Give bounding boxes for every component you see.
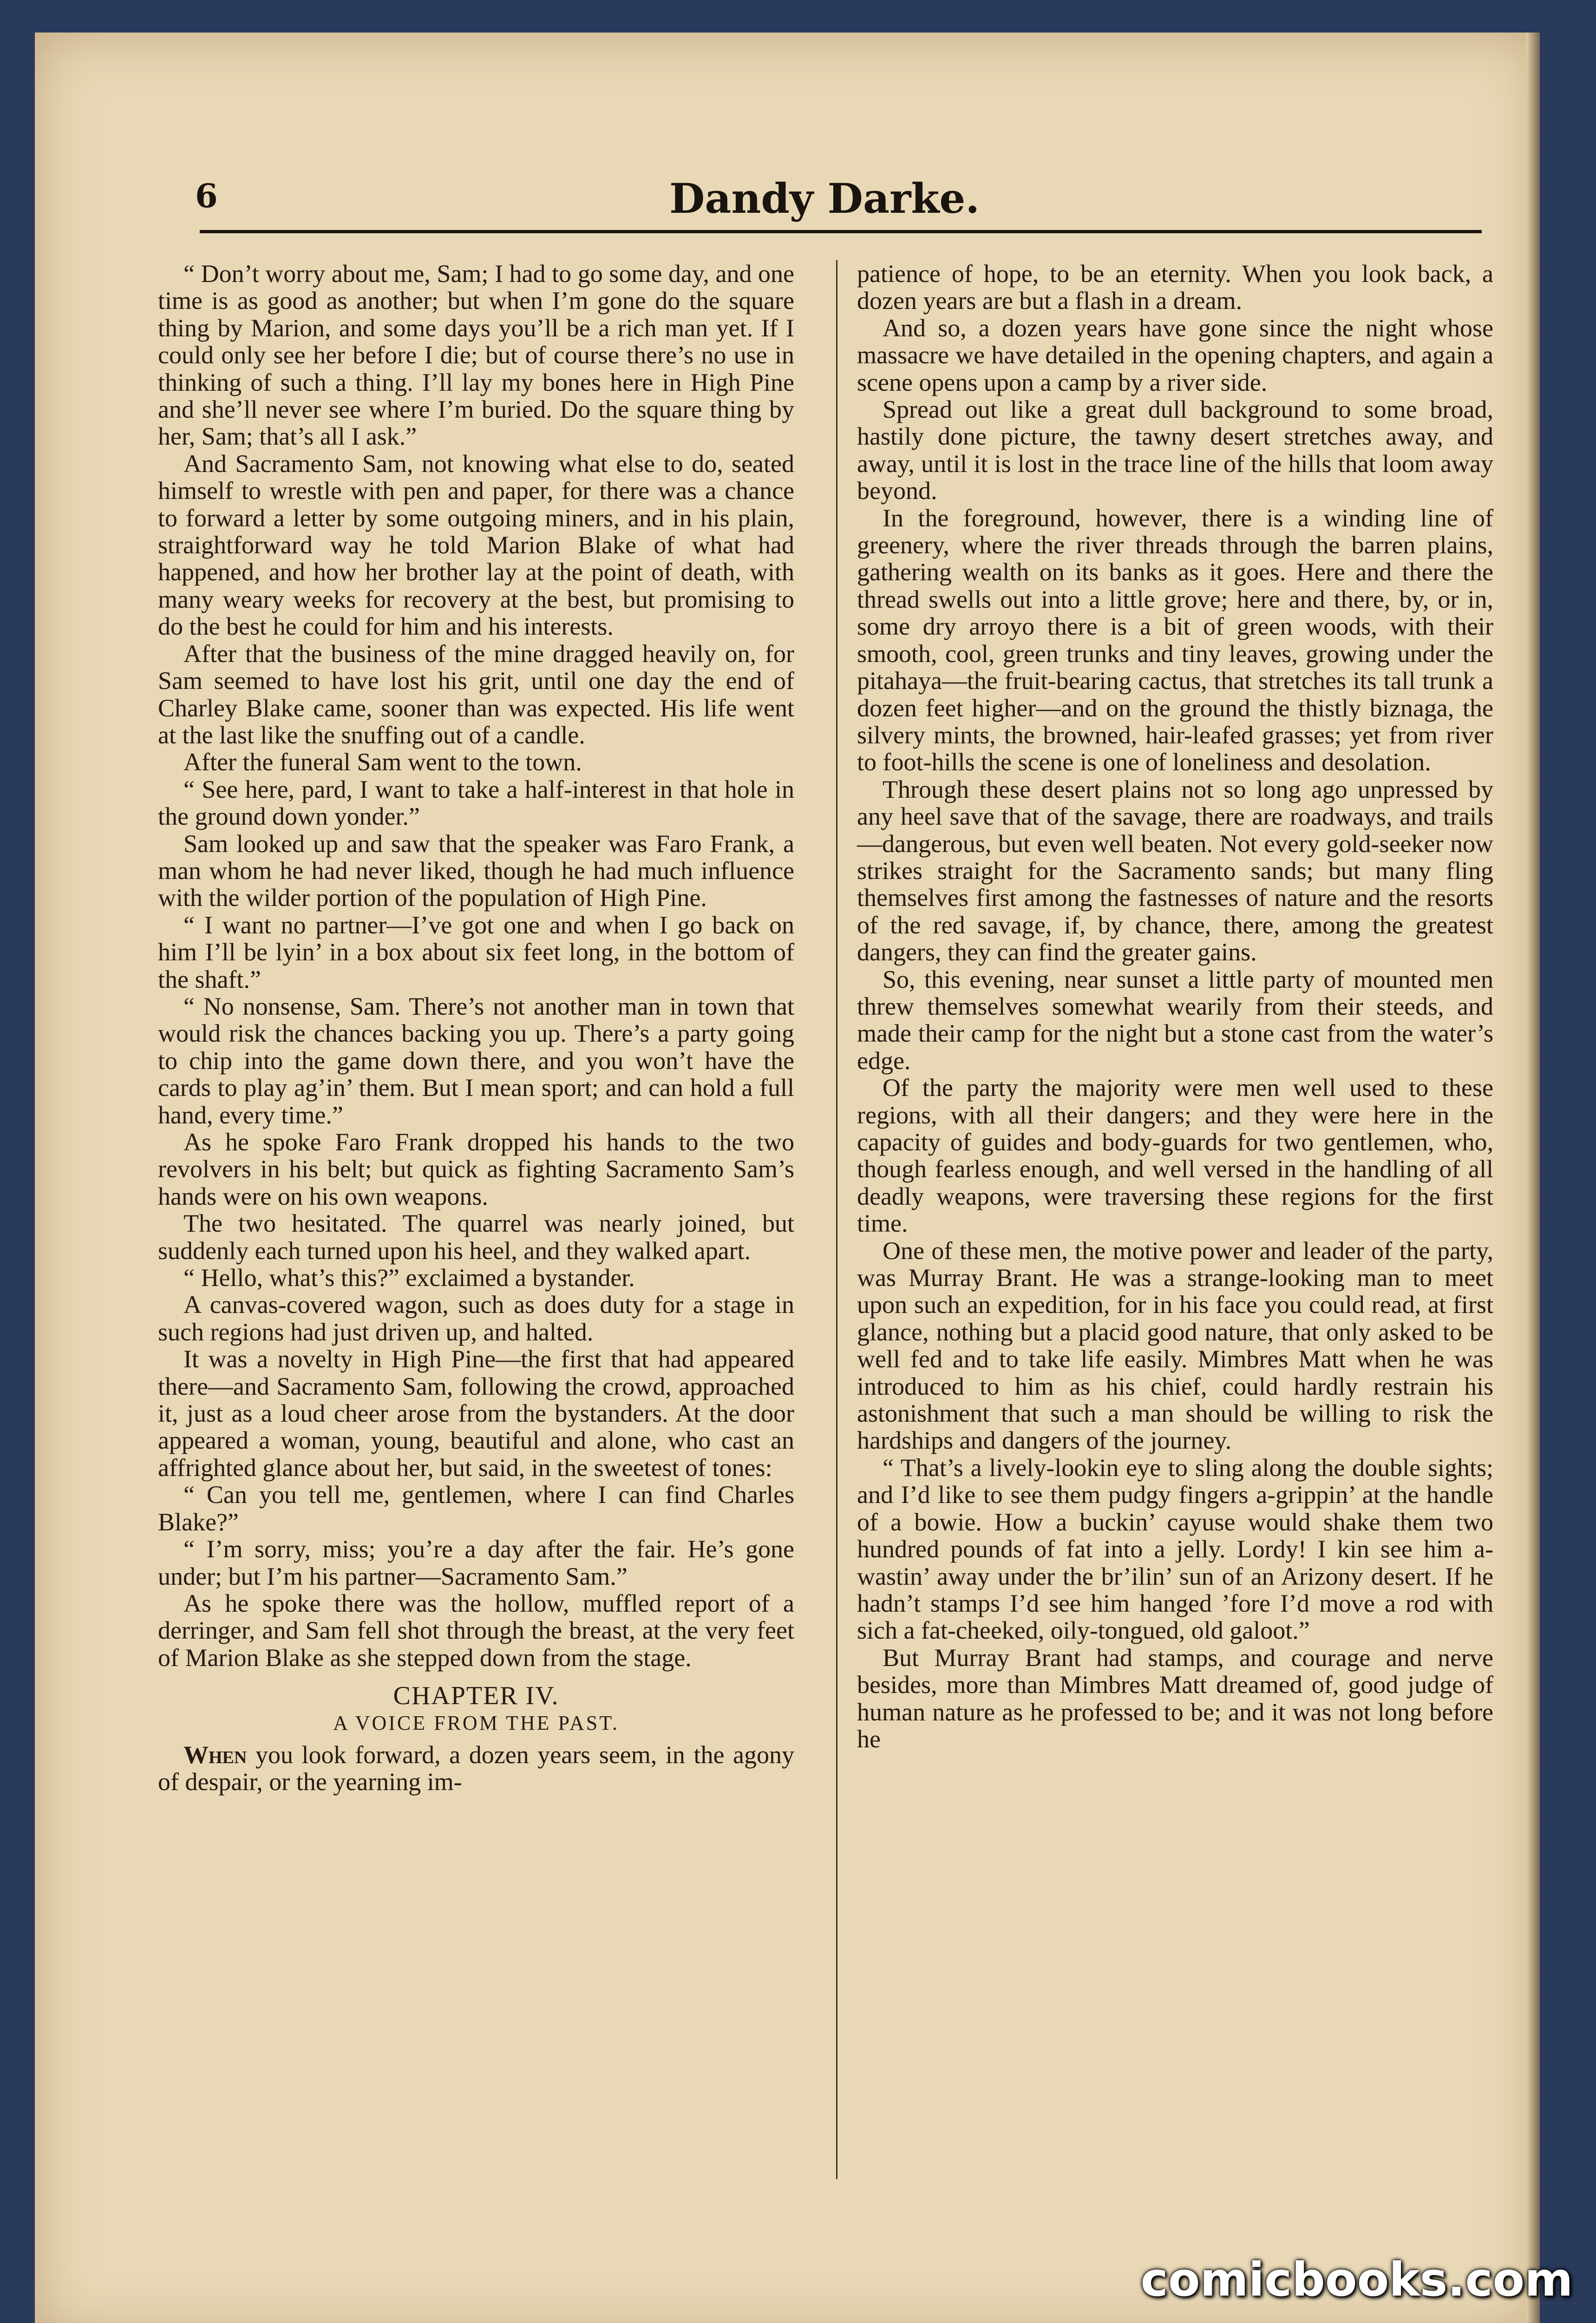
paragraph: patience of hope, to be an eternity. When you look back, a dozen years are but a flash in a dream. (857, 260, 1493, 315)
paragraph: A canvas-covered wagon, such as does duty for a stage in such regions had just driven up, and halted. (158, 1291, 794, 1346)
paragraph: Of the party the majority were men well used to these regions, with all their dangers; and they were here in the capacity of guides and body-guards for two gentlemen, who, though fearless enough, and well versed in the handling of all deadly weapons, were traversing these regions for the first time. (857, 1074, 1493, 1238)
page-fold-shadow (1526, 33, 1540, 2323)
paragraph: As he spoke Faro Frank dropped his hands to the two revolvers in his belt; but quick as fighting Sacramento Sam’s hands were on his own weapons. (158, 1128, 794, 1210)
right-paragraphs (857, 260, 1493, 1752)
paragraph: And so, a dozen years have gone since the night whose massacre we have detailed in the opening chapters, and again a scene opens upon a camp by a river side. (857, 314, 1493, 396)
paragraph: And Sacramento Sam, not knowing what else to do, seated himself to wrestle with pen and paper, for there was a chance to forward a letter by some outgoing miners, and in his plain, straightforward way he told Marion Blake of what had happened, and how her brother lay at the point of death, with many weary weeks for recovery at the best, but promising to do the best he could for him and his interests. (158, 449, 794, 641)
column-rule (836, 260, 837, 2179)
header-rule (200, 230, 1482, 233)
paragraph: “ That’s a lively-lookin eye to sling along the double sights; and I’d like to see them pudgy fingers a-grippin’ at the handle of a bowie. How a buckin’ cayuse would shake them two hundred pounds of fat into a jelly. Lordy! I kin see him a-wastin’ away under the br’ilin’ sun of an Arizony desert. If he hadn’t stamps I’d see him hanged ’fore I’d move a rod with sich a fat-cheeked, oily-tongued, old galoot.” (857, 1453, 1493, 1645)
paragraph: The two hesitated. The quarrel was nearly joined, but suddenly each turned upon his heel, and they walked apart. (158, 1209, 794, 1265)
paragraph: It was a novelty in High Pine—the first that had appeared there—and Sacramento Sam, following the crowd, approached it, just as a loud cheer arose from the bystanders. At the door appeared a woman, young, beautiful and alone, who cast an affrighted glance about her, but said, in the sweetest of tones: (158, 1345, 794, 1482)
paragraph: In the foreground, however, there is a winding line of greenery, where the river threads through the barren plains, gathering wealth on its banks as it goes. Here and there the thread swells out into a little grove; here and there, by, or in, some dry arroyo there is a bit of green woods, with their smooth, cool, green trunks and tiny leaves, growing under the pitahaya—the fruit-bearing cactus, that stretches its tall trunk a dozen feet higher—and on the ground the thistly biznaga, the silvery mints, the browned, hair-leafed grasses; yet from river to foot-hills the scene is one of loneliness and desolation. (857, 504, 1493, 776)
chapter-first-word: When (183, 1740, 247, 1769)
paragraph: So, this evening, near sunset a little party of mounted men threw themselves somewhat wearily from their steeds, and made their camp for the night but a stone cast from the water’s edge. (857, 965, 1493, 1075)
paragraph: After that the business of the mine dragged heavily on, for Sam seemed to have lost his grit, until one day the end of Charley Blake came, sooner than was expected. His life went at the last like the snuffing out of a candle. (158, 639, 794, 749)
right-column (857, 260, 1493, 1752)
paragraph: “ I want no partner—I’ve got one and when I go back on him I’ll be lyin’ in a box about six feet long, in the bottom of the shaft.” (158, 911, 794, 993)
running-title: Dandy Darke. (669, 174, 980, 223)
left-column (158, 260, 794, 1796)
watermark: comicbooks.com (1140, 2252, 1573, 2307)
paragraph: “ Hello, what’s this?” exclaimed a bystander. (183, 1264, 635, 1292)
left-paragraphs (158, 260, 794, 1671)
page-header (158, 149, 1491, 242)
paragraph: One of these men, the motive power and leader of the party, was Murray Brant. He was a strange-looking man to meet upon such an expedition, for in his face you could read, at first glance, nothing but a placid good nature, that only asked to be well fed and to take life easily. Mimbres Matt when he was introduced to him as his chief, could hardly restrain his astonishment that such a man should be willing to risk the hardships and dangers of the journey. (857, 1236, 1493, 1455)
paragraph: “ No nonsense, Sam. There’s not another man in town that would risk the chances backing you up. There’s a party going to chip into the game down there, and you won’t have the cards to play ag’in’ them. But I mean sport; and can hold a full hand, every time.” (158, 992, 794, 1129)
paragraph: “ See here, pard, I want to take a half-interest in that hole in the ground down yonder.” (158, 775, 794, 831)
page-number: 6 (195, 177, 218, 215)
paragraph: Through these desert plains not so long ago unpressed by any heel save that of the savage, there are roadways, and trails—dangerous, but even well beaten. Not every gold-seeker now strikes straight for the Sacramento sands; but many fling themselves first among the fastnesses of nature and the resorts of the red savage, if, by chance, there, among the greatest dangers, they can find the greater gains. (857, 775, 1493, 966)
chapter-opening-paragraph (158, 1741, 794, 1796)
paragraph: Sam looked up and saw that the speaker was Faro Frank, a man whom he had never liked, though he had much influence with the wilder portion of the population of High Pine. (158, 829, 794, 912)
chapter-heading: CHAPTER IV. (393, 1681, 559, 1711)
chapter-subheading: A VOICE FROM THE PAST. (333, 1711, 619, 1734)
chapter-opening-text: you look forward, a dozen years seem, in the agony of despair, or the yearning im- (158, 1740, 794, 1796)
paragraph: As he spoke there was the hollow, muffled report of a derringer, and Sam fell shot through the breast, at the very feet of Marion Blake as she stepped down from the stage. (158, 1589, 794, 1672)
paragraph: “ Can you tell me, gentlemen, where I can find Charles Blake?” (158, 1481, 794, 1536)
paragraph: Spread out like a great dull background to some broad, hastily done picture, the tawny desert stretches away, and away, until it is lost in the trace line of the hills that loom away beyond. (857, 395, 1493, 505)
paragraph: After the funeral Sam went to the town. (183, 748, 582, 776)
paragraph: “ I’m sorry, miss; you’re a day after the fair. He’s gone under; but I’m his partner—Sacramento Sam.” (158, 1535, 794, 1590)
paragraph: But Murray Brant had stamps, and courage and nerve besides, more than Mimbres Matt dreamed of, good judge of human nature as he professed to be; and it was not long before he (857, 1643, 1493, 1753)
paragraph: “ Don’t worry about me, Sam; I had to go some day, and one time is as good as another; but when I’m gone do the square thing by Marion, and some days you’ll be a rich man yet. If I could only see her before I die; but of course there’s no use in thinking of such a thing. I’ll lay my bones here in High Pine and she’ll never see where I’m buried. Do the square thing by her, Sam; that’s all I ask.” (158, 260, 794, 451)
